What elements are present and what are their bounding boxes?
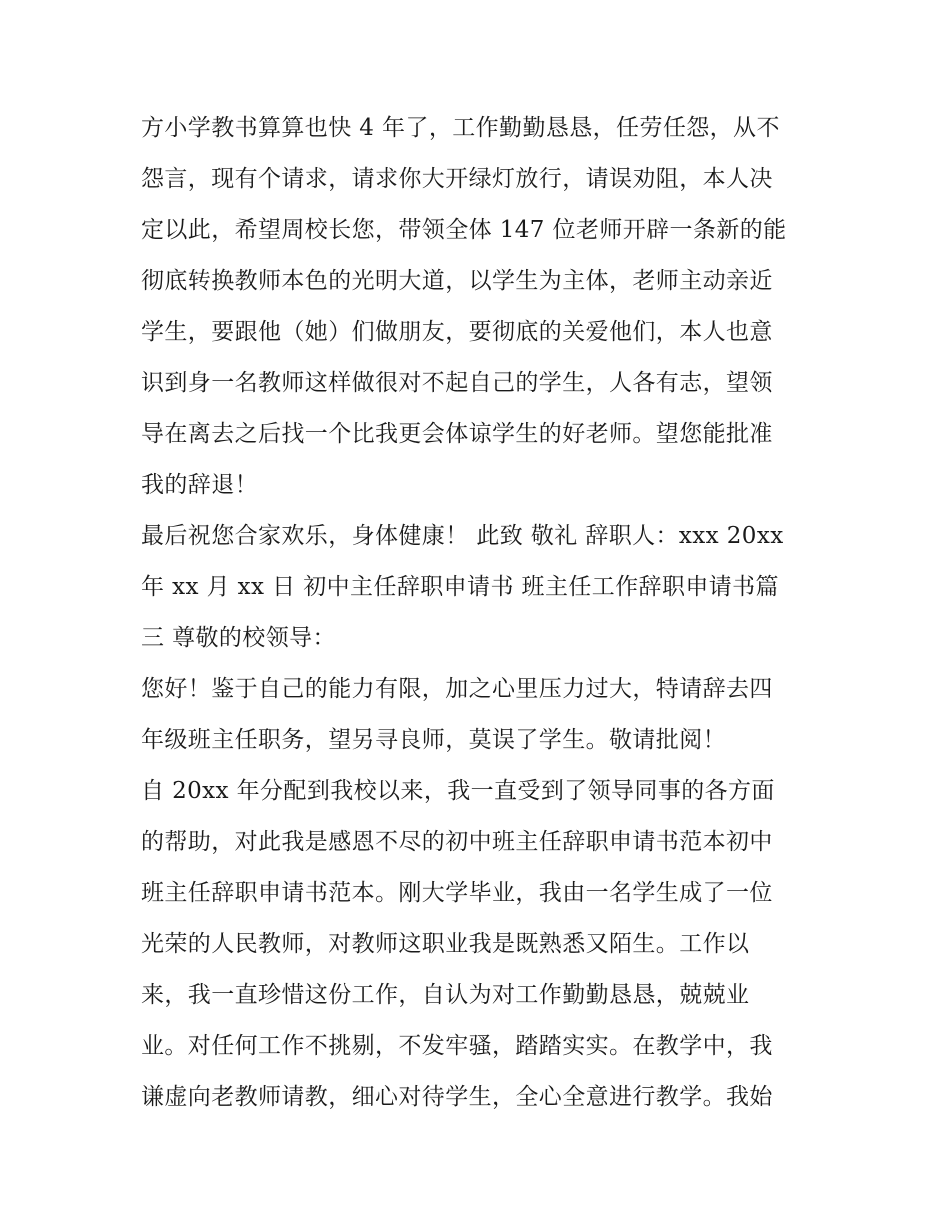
text-line: 怨言，现有个请求，请求你大开绿灯放行，请误劝阻，本人决 <box>141 166 773 192</box>
text-line: 业。对任何工作不挑剔，不发牢骚，踏踏实实。在教学中，我 <box>141 1033 773 1059</box>
text-line: 识到身一名教师这样做很对不起自己的学生，人各有志，望领 <box>141 370 773 396</box>
document-body-text <box>141 103 821 1123</box>
text-line: 定以此，希望周校长您，带领全体 147 位老师开辟一条新的能 <box>141 217 787 243</box>
text-line: 光荣的人民教师，对教师这职业我是既熟悉又陌生。工作以 <box>141 931 750 957</box>
text-line: 学生，要跟他（她）们做朋友，要彻底的关爱他们，本人也意 <box>141 319 773 345</box>
text-line: 来，我一直珍惜这份工作，自认为对工作勤勤恳恳，兢兢业 <box>141 982 750 1008</box>
text-line: 自 20xx 年分配到我校以来，我一直受到了领导同事的各方面 <box>141 778 775 804</box>
text-line: 谦虚向老教师请教，细心对待学生，全心全意进行教学。我始 <box>141 1084 773 1110</box>
text-line: 导在离去之后找一个比我更会体谅学生的好老师。望您能批准 <box>141 421 773 447</box>
text-line: 我的辞退！ <box>141 472 258 498</box>
text-line: 年级班主任职务，望另寻良师，莫误了学生。敬请批阅！ <box>141 727 726 753</box>
text-line: 方小学教书算算也快 4 年了，工作勤勤恳恳，任劳任怨，从不 <box>141 115 780 141</box>
text-line: 彻底转换教师本色的光明大道，以学生为主体，老师主动亲近 <box>141 268 773 294</box>
text-line: 您好！鉴于自己的能力有限，加之心里压力过大，特请辞去四 <box>141 676 773 702</box>
text-line: 的帮助，对此我是感恩不尽的初中班主任辞职申请书范本初中 <box>141 829 773 855</box>
text-line: 最后祝您合家欢乐，身体健康！ 此致 敬礼 辞职人：xxx 20xx <box>141 523 784 549</box>
text-line: 三 尊敬的校领导： <box>141 625 336 651</box>
text-line: 年 xx 月 xx 日 初中主任辞职申请书 班主任工作辞职申请书篇 <box>141 574 779 600</box>
text-line: 班主任辞职申请书范本。刚大学毕业，我由一名学生成了一位 <box>141 880 773 906</box>
